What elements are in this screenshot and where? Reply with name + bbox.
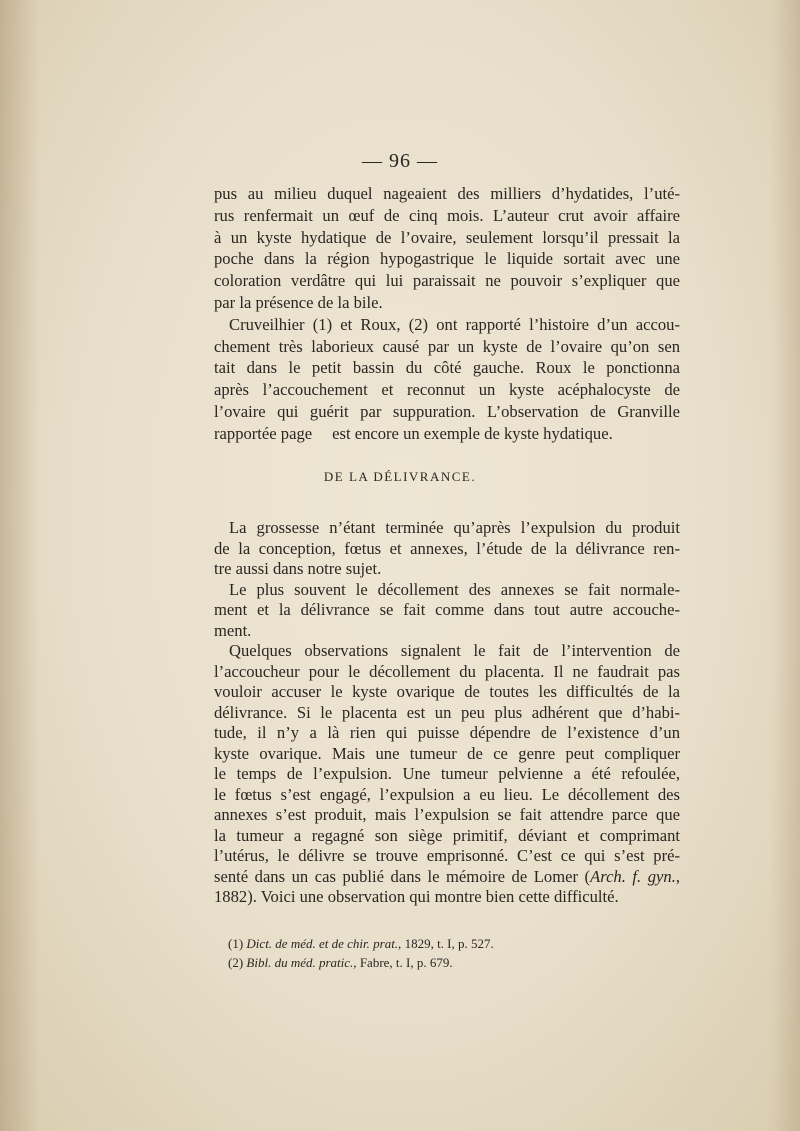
text-line: vouloir accuser le kyste ovarique de toutes les difficultés de la (214, 682, 680, 701)
text-line: l’ovaire qui guérit par suppuration. L’observation de Granville (214, 401, 680, 421)
text-line: délivrance. Si le placenta est un peu plus adhérent que d’habi- (214, 702, 680, 722)
text-line: tait dans le petit bassin du côté gauche. Roux le ponctionna (214, 358, 680, 378)
footnote-marker: (2) (228, 955, 244, 970)
text-line (214, 867, 680, 888)
text-line: Cruveilhier (1) et Roux, (2) ont rapporté l’histoire d’un accou- (229, 314, 680, 334)
footnotes (228, 934, 680, 972)
text-line: Le plus souvent le décollement des annexes se fait normale- (229, 579, 680, 599)
journal-citation: Arch. f. gyn. (590, 866, 676, 886)
text-fragment: est encore un exemple de kyste hydatique. (332, 423, 613, 443)
body-text-top (214, 183, 680, 445)
footnote-source: Bibl. du méd. pratic., (246, 955, 357, 970)
page-number: — 96 — (362, 150, 438, 172)
text-line: la tumeur a regagné son siège primitif, déviant et comprimant (214, 825, 680, 845)
footnote-reference: Fabre, t. I, p. 679. (356, 955, 453, 970)
text-line: tude, il n’y a là rien qui puisse dépendre de l’existence d’un (214, 723, 680, 742)
text-line: La grossesse n’étant terminée qu’après l’expulsion du produit (229, 518, 680, 537)
text-line: ment et la délivrance se fait comme dans tout autre accouche- (214, 600, 680, 619)
footnote-source: Dict. de méd. et de chir. prat., (246, 936, 402, 951)
text-line: l’accoucheur pour le décollement du placenta. Il ne faudrait pas (214, 661, 680, 681)
text-fragment: senté dans un cas publié dans le mémoire de Lomer ( (214, 866, 591, 886)
text-line: l’utérus, le délivre se trouve emprisonné. C’est ce qui s’est pré- (214, 846, 680, 865)
text-line: ment. (214, 620, 252, 640)
text-line: tre aussi dans notre sujet. (214, 559, 382, 578)
text-line: poche dans la région hypogastrique le liquide sortait avec une (214, 249, 680, 269)
text-line: à un kyste hydatique de l’ovaire, seulement lorsqu’il pressait la (214, 227, 680, 247)
text-line: par la présence de la bile. (214, 292, 383, 312)
footnote (228, 953, 680, 972)
text-line: le fœtus s’est engagé, l’expulsion a eu lieu. Le décollement des (214, 784, 680, 804)
text-line: annexes s’est produit, mais l’expulsion se fait attendre parce que (214, 805, 680, 824)
footnote-reference: 1829, t. I, p. 527. (401, 936, 494, 951)
text-line (214, 423, 680, 445)
text-line: Quelques observations signalent le fait de l’intervention de (229, 641, 680, 660)
footnote (228, 934, 680, 953)
text-line: pus au milieu duquel nageaient des milliers d’hydatides, l’uté- (214, 184, 680, 203)
footnote-marker: (1) (228, 936, 244, 951)
text-line: coloration verdâtre qui lui paraissait ne pouvoir s’expliquer que (214, 271, 680, 291)
text-line: après l’accouchement et reconnut un kyste acéphalocyste de (214, 380, 680, 400)
text-line: le temps de l’expulsion. Une tumeur pelvienne a été refoulée, (214, 764, 680, 783)
section-heading: DE LA DÉLIVRANCE. (323, 469, 477, 484)
text-line: chement très laborieux causé par un kyste de l’ovaire qu’on sen (214, 336, 680, 356)
text-line: 1882). Voici une observation qui montre bien cette difficulté. (214, 887, 619, 906)
text-line: de la conception, fœtus et annexes, l’étude de la délivrance ren- (214, 538, 680, 558)
text-fragment: rapportée page (214, 423, 313, 443)
body-text-bottom (214, 518, 680, 908)
text-line: kyste ovarique. Mais une tumeur de ce genre peut compliquer (214, 743, 680, 763)
text-fragment: , (675, 866, 681, 886)
text-line: rus renfermait un œuf de cinq mois. L’auteur crut avoir affaire (214, 205, 680, 225)
